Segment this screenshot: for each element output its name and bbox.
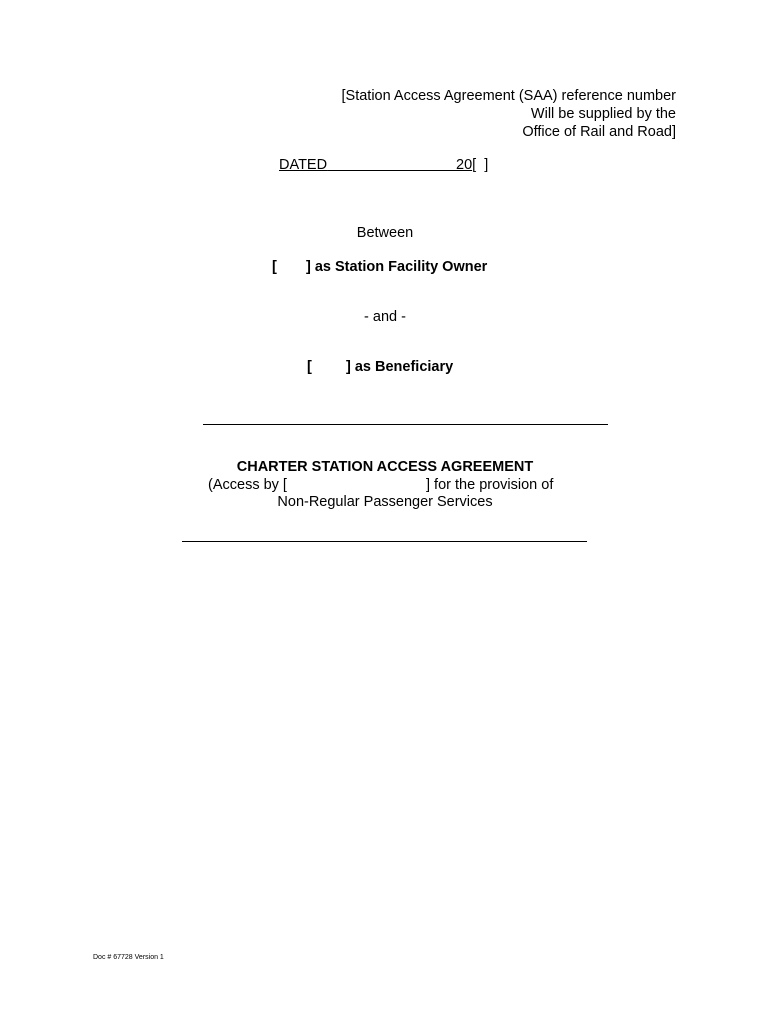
- agreement-title: CHARTER STATION ACCESS AGREEMENT: [236, 459, 534, 475]
- reference-line-1: [Station Access Agreement (SAA) reference number: [341, 88, 676, 104]
- between-label: Between: [356, 225, 414, 241]
- dated-label: DATED: [279, 157, 328, 173]
- bottom-divider: [182, 541, 587, 542]
- party-two-open-bracket: [: [307, 359, 312, 375]
- agreement-subtitle-line2: Non-Regular Passenger Services: [277, 494, 493, 510]
- agreement-subtitle-part1: (Access by [: [208, 477, 287, 493]
- agreement-subtitle-part2: ] for the provision of: [426, 477, 554, 493]
- party-one-role: ] as Station Facility Owner: [306, 259, 488, 275]
- dated-line: [279, 156, 491, 174]
- reference-line-2: Will be supplied by the: [530, 106, 676, 122]
- saa-reference-note: [342, 87, 676, 141]
- party-one-open-bracket: [: [272, 259, 277, 275]
- and-label: - and -: [364, 309, 406, 325]
- footer-doc-reference: Doc # 67728 Version 1: [93, 954, 164, 961]
- top-divider: [203, 424, 608, 425]
- dated-year: 20[ ]: [456, 157, 489, 173]
- reference-line-3: Office of Rail and Road]: [522, 124, 676, 140]
- party-two-role: ] as Beneficiary: [346, 359, 454, 375]
